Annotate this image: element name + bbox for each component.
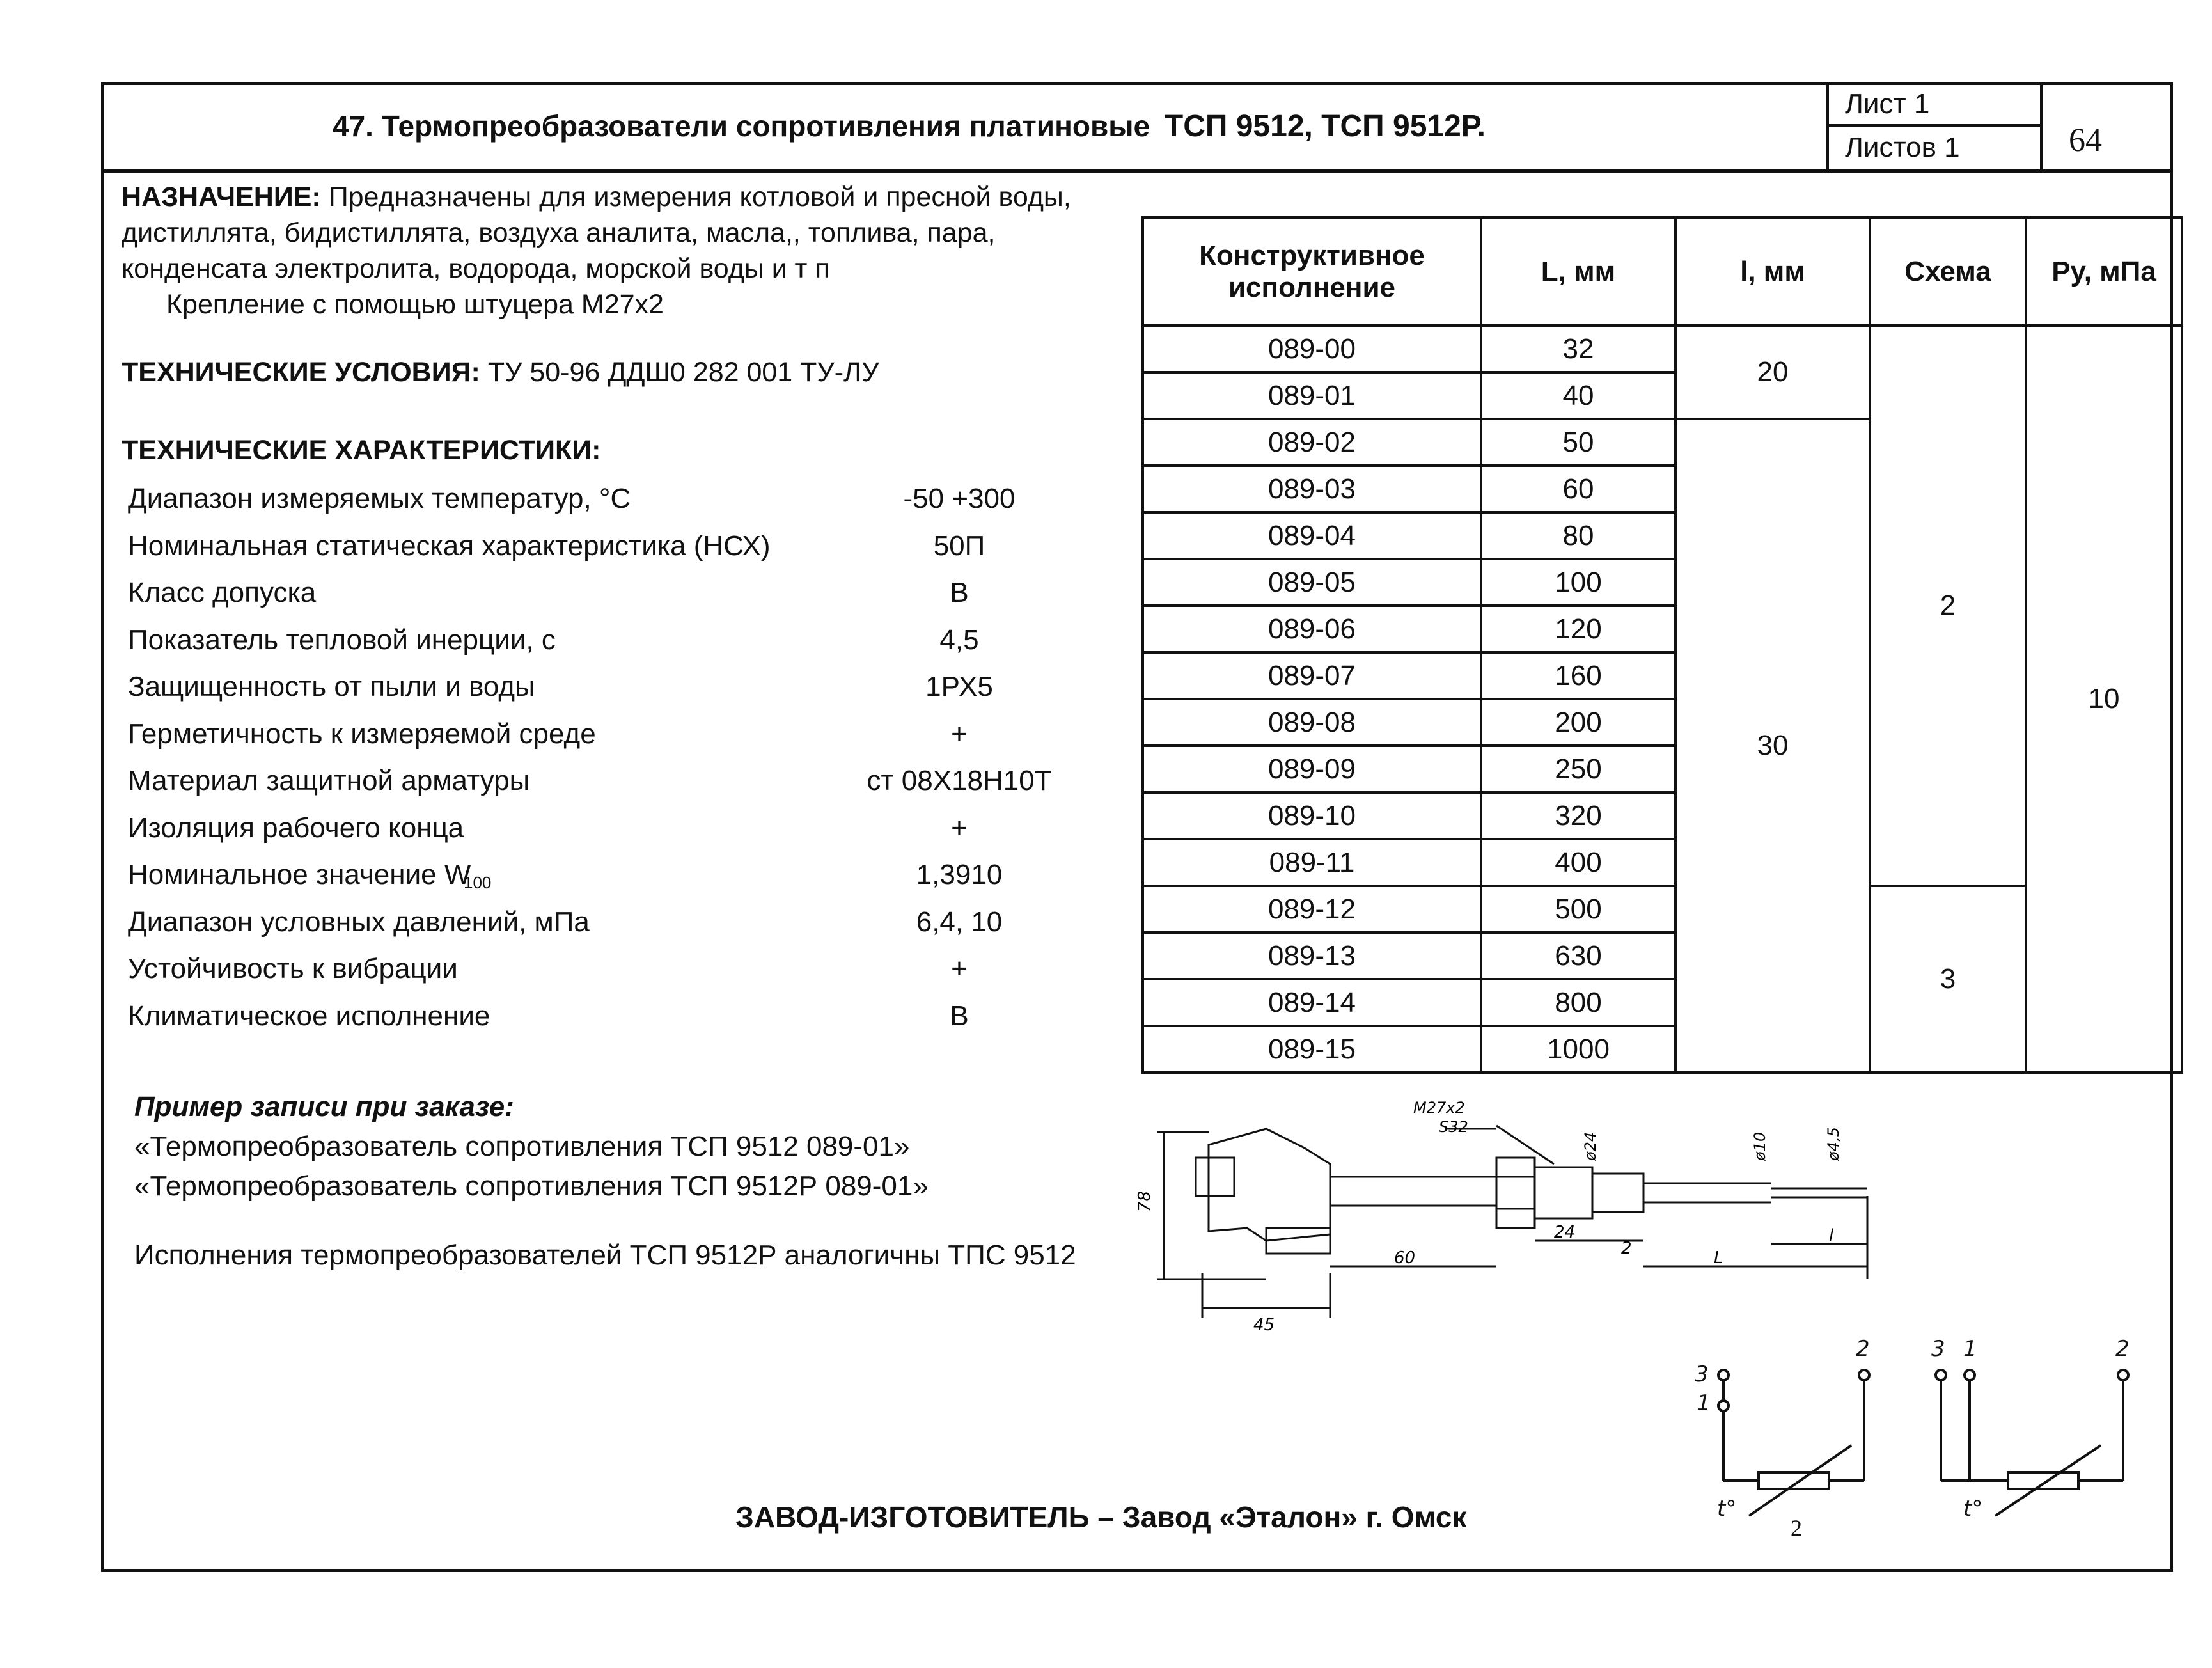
col-header-pressure: Ру, мПа (2026, 217, 2182, 326)
dim-45: 45 (1253, 1316, 1275, 1335)
cell-L: 320 (1481, 792, 1675, 839)
purpose-section (122, 179, 1119, 322)
cell-version: 089-03 (1143, 466, 1481, 512)
characteristic-name: Номинальная статическая характеристика (НСХ) (128, 530, 771, 562)
characteristic-value: В (950, 577, 969, 608)
cell-version: 089-04 (1143, 512, 1481, 559)
cell-version: 089-00 (1143, 326, 1481, 372)
tech-conditions-label: ТЕХНИЧЕСКИЕ УСЛОВИЯ: (122, 357, 480, 388)
s3-pin-1: 1 (1963, 1336, 1977, 1362)
characteristic-name: Диапазон измеряемых температур, °С (128, 483, 631, 514)
cell-scheme-2: 2 (1870, 326, 2026, 886)
cell-l-30: 30 (1675, 419, 1870, 1073)
col-header-L: L, мм (1481, 217, 1675, 326)
characteristic-name: Класс допуска (128, 577, 317, 608)
title-models: ТСП 9512, ТСП 9512Р. (1164, 109, 1486, 143)
cell-L: 200 (1481, 699, 1675, 746)
cell-L: 40 (1481, 372, 1675, 419)
cell-version: 089-08 (1143, 699, 1481, 746)
characteristic-row (128, 812, 1126, 851)
wiring-schemes (1675, 1330, 2136, 1541)
sheet-divider (1826, 124, 2043, 127)
characteristic-name: Устойчивость к вибрации (128, 953, 458, 984)
characteristic-value: 6,4, 10 (916, 906, 1003, 938)
order-example-line2: «Термопреобразователь сопротивления ТСП 9512Р 089-01» (134, 1170, 929, 1202)
cell-version: 089-07 (1143, 652, 1481, 699)
characteristic-row (128, 953, 1126, 991)
s3-pin-2: 2 (2115, 1336, 2130, 1362)
s2-pin-3: 3 (1695, 1362, 1709, 1387)
purpose-text: Предназначены для измерения котловой и пресной воды, дистиллята, бидистиллята, воздуха аналита, масла,, топлива, пара, конденсата электролита, водорода, морской воды и т п (122, 182, 1071, 284)
cell-L: 160 (1481, 652, 1675, 699)
characteristic-row (128, 906, 1126, 945)
characteristic-row (128, 718, 1126, 757)
page-title (333, 109, 1486, 144)
characteristic-name: Показатель тепловой инерции, с (128, 624, 556, 656)
col-header-version: Конструктивное исполнение (1143, 217, 1481, 326)
cell-L: 120 (1481, 606, 1675, 652)
order-example (134, 1087, 929, 1206)
cell-L: 100 (1481, 559, 1675, 606)
dim-l: l (1829, 1226, 1834, 1245)
cell-version: 089-02 (1143, 419, 1481, 466)
sheet-box (1826, 82, 2173, 169)
order-example-line1: «Термопреобразователь сопротивления ТСП 9512 089-01» (134, 1131, 910, 1162)
cell-version: 089-05 (1143, 559, 1481, 606)
sheet-label: Лист 1 (1845, 88, 1930, 120)
order-example-label: Пример записи при заказе: (134, 1091, 514, 1122)
characteristic-row (128, 671, 1126, 709)
cell-L: 800 (1481, 979, 1675, 1026)
purpose-label: НАЗНАЧЕНИЕ: (122, 182, 321, 212)
manufacturer-footer: ЗАВОД-ИЗГОТОВИТЕЛЬ – Завод «Эталон» г. Омск (735, 1500, 1467, 1534)
page-number: 64 (2069, 122, 2102, 159)
cell-L: 400 (1481, 839, 1675, 886)
characteristic-value: + (951, 953, 968, 984)
thread-label: М27х2 (1413, 1099, 1465, 1117)
cell-L: 1000 (1481, 1026, 1675, 1073)
table-row (1143, 326, 2182, 372)
scheme-caption: 2 (1791, 1515, 1802, 1541)
characteristic-name: Номинальное значение W (128, 859, 471, 890)
cell-L: 60 (1481, 466, 1675, 512)
characteristic-row (128, 765, 1126, 803)
characteristic-row (128, 577, 1126, 615)
cell-L: 50 (1481, 419, 1675, 466)
d45-label: ø4,5 (1824, 1127, 1842, 1161)
s3-t-label: t° (1963, 1496, 1983, 1522)
characteristic-row (128, 483, 1126, 521)
characteristic-row (128, 859, 1126, 897)
cell-version: 089-12 (1143, 886, 1481, 932)
dim-78: 78 (1135, 1190, 1154, 1212)
title-main: 47. Термопреобразователи сопротивления платиновые (333, 109, 1150, 143)
characteristic-value: 1РХ5 (925, 671, 993, 702)
versions-table (1141, 216, 2183, 1074)
dim-2: 2 (1621, 1239, 1632, 1258)
characteristic-value: В (950, 1000, 969, 1032)
characteristic-name: Диапазон условных давлений, мПа (128, 906, 590, 938)
col-header-l: l, мм (1675, 217, 1870, 326)
d24-label: ø24 (1581, 1131, 1599, 1161)
cell-version: 089-06 (1143, 606, 1481, 652)
cell-scheme-3: 3 (1870, 886, 2026, 1073)
cell-L: 500 (1481, 886, 1675, 932)
characteristic-name: Климатическое исполнение (128, 1000, 490, 1032)
characteristic-name: Материал защитной арматуры (128, 765, 530, 796)
s-label: S32 (1439, 1118, 1468, 1136)
cell-version: 089-09 (1143, 746, 1481, 792)
dim-60: 60 (1394, 1248, 1416, 1268)
characteristic-value: + (951, 812, 968, 844)
characteristic-row (128, 530, 1126, 569)
characteristic-subscript: 100 (464, 873, 492, 892)
s2-pin-2: 2 (1856, 1336, 1870, 1362)
characteristic-name: Защищенность от пыли и воды (128, 671, 535, 702)
dim-24: 24 (1554, 1223, 1576, 1242)
cell-L: 80 (1481, 512, 1675, 559)
sheets-label: Листов 1 (1845, 132, 1960, 163)
characteristic-value: 50П (933, 530, 985, 562)
characteristic-row (128, 1000, 1126, 1039)
cell-L: 250 (1481, 746, 1675, 792)
characteristic-name: Изоляция рабочего конца (128, 812, 464, 844)
characteristic-value: ст 08Х18Н10Т (867, 765, 1052, 796)
col-header-scheme: Схема (1870, 217, 2026, 326)
sensor-drawing (1135, 1087, 1893, 1343)
cell-pressure: 10 (2026, 326, 2182, 1073)
characteristic-value: 4,5 (939, 624, 979, 656)
d10-label: ø10 (1751, 1131, 1769, 1161)
analog-note: Исполнения термопреобразователей ТСП 9512Р аналогичны ТПС 9512 (134, 1239, 1076, 1271)
cell-version: 089-15 (1143, 1026, 1481, 1073)
characteristic-value: + (951, 718, 968, 750)
cell-version: 089-11 (1143, 839, 1481, 886)
tech-conditions-value: ТУ 50-96 ДДШ0 282 001 ТУ-ЛУ (487, 357, 879, 388)
header-divider (101, 169, 2173, 173)
s2-pin-1: 1 (1697, 1390, 1711, 1416)
cell-version: 089-01 (1143, 372, 1481, 419)
cell-version: 089-13 (1143, 932, 1481, 979)
cell-version: 089-10 (1143, 792, 1481, 839)
s2-t-label: t° (1717, 1496, 1737, 1522)
characteristics-label: ТЕХНИЧЕСКИЕ ХАРАКТЕРИСТИКИ: (122, 435, 601, 466)
s3-pin-3: 3 (1931, 1336, 1945, 1362)
dim-L: L (1714, 1248, 1723, 1268)
cell-L: 630 (1481, 932, 1675, 979)
characteristic-row (128, 624, 1126, 663)
purpose-mounting: Крепление с помощью штуцера М27х2 (166, 289, 664, 320)
cell-L: 32 (1481, 326, 1675, 372)
cell-version: 089-14 (1143, 979, 1481, 1026)
characteristic-value: -50 +300 (903, 483, 1016, 514)
characteristic-value: 1,3910 (916, 859, 1003, 890)
characteristic-name: Герметичность к измеряемой среде (128, 718, 596, 750)
tech-conditions (122, 357, 879, 388)
cell-l-20: 20 (1675, 326, 1870, 419)
